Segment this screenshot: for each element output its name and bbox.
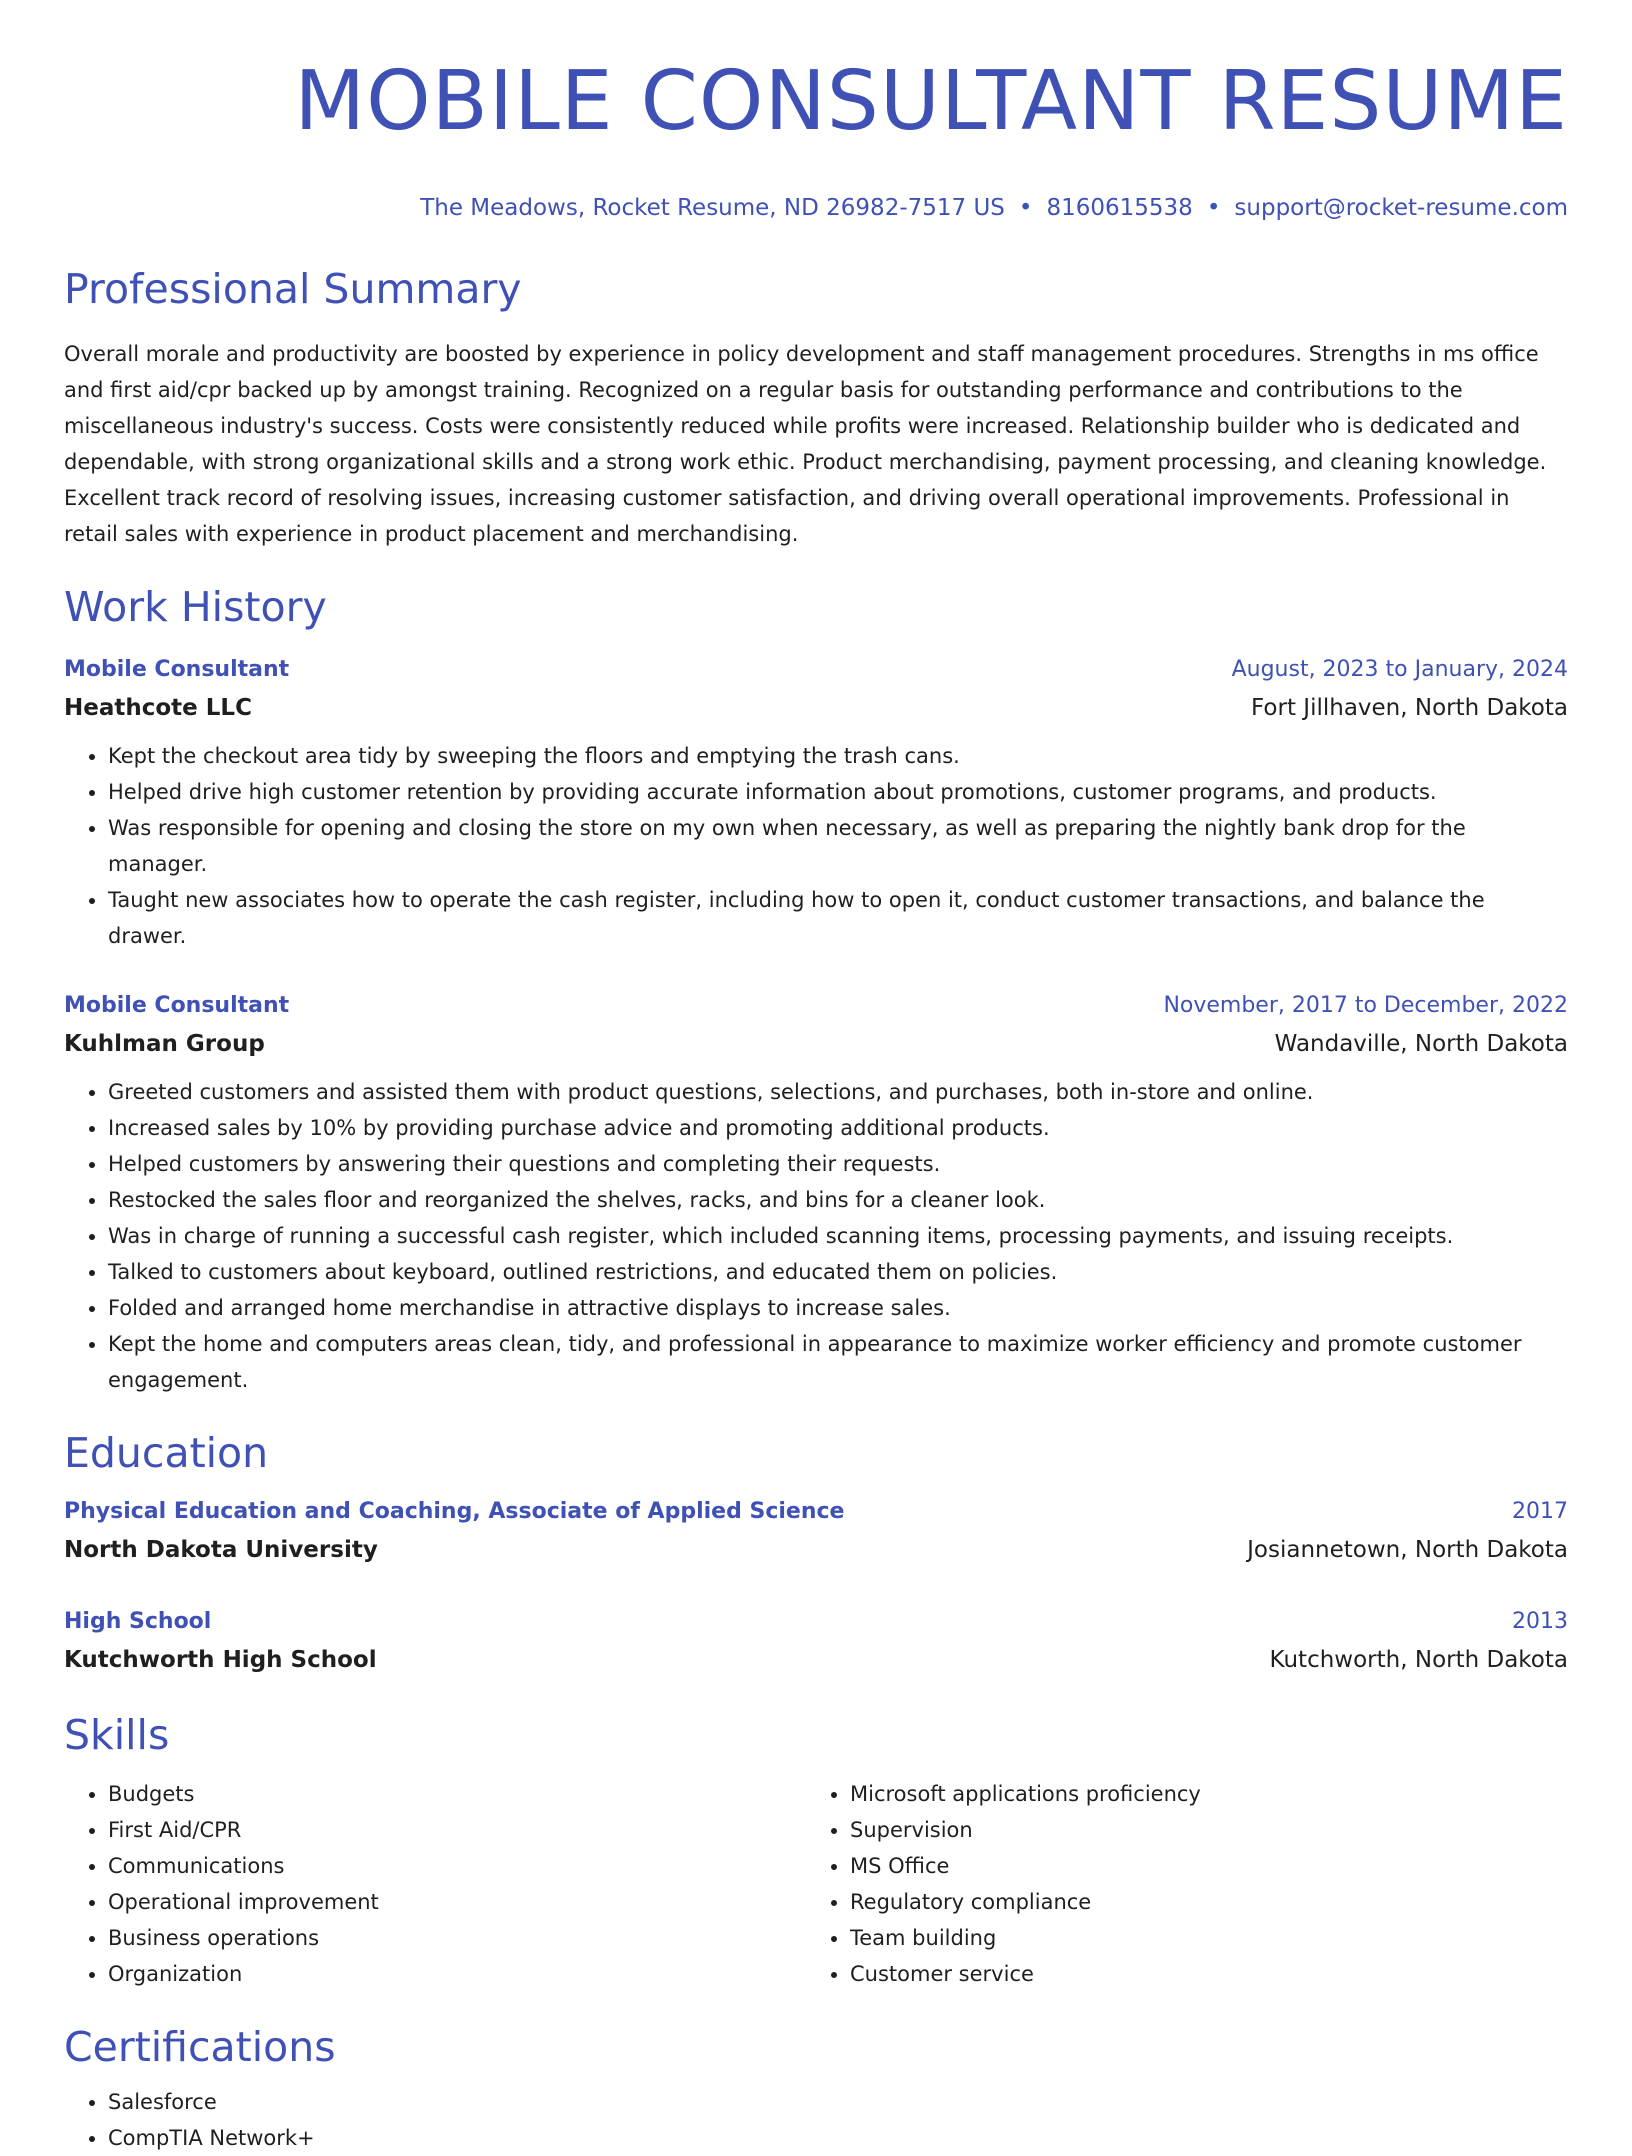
separator-dot: •: [1206, 195, 1221, 221]
summary-text: Overall morale and productivity are boosted by experience in policy development and staff management procedures. Strengths in ms office and first aid/cpr backed up by amongst training. Recognized on a regular basis for outstanding performance and contributions to the miscellaneous industry's success. Costs were consistently reduced while profits were increased. Relationship builder who is dedicated and dependable, with strong organizational skills and a strong work ethic. Product merchandising, payment processing, and cleaning knowledge. Excellent track record of resolving issues, increasing customer satisfaction, and driving overall operational improvements. Professional in retail sales with experience in product placement and merchandising.: [64, 342, 1547, 546]
skill-item: • Supervision: [850, 1812, 1548, 1848]
list-item: • Talked to customers about keyboard, outlined restrictions, and educated them on policies.: [108, 1254, 1568, 1290]
list-item: • Helped drive high customer retention by providing accurate information about promotions, customer programs, and products.: [108, 774, 1568, 810]
skills-list-left: [64, 1776, 806, 1992]
summary-heading: Professional Summary: [64, 265, 522, 313]
list-item: • Folded and arranged home merchandise in attractive displays to increase sales.: [108, 1290, 1568, 1326]
skill-item: • Regulatory compliance: [850, 1884, 1548, 1920]
education-entry: [64, 1494, 1568, 1570]
contact-email: support@rocket-resume.com: [1234, 195, 1568, 221]
skill-item: • Operational improvement: [108, 1884, 806, 1920]
list-item: • Taught new associates how to operate the cash register, including how to open it, conduct customer transactions, and balance the drawer.: [108, 882, 1568, 954]
list-item: • Kept the home and computers areas clean, tidy, and professional in appearance to maximize worker efficiency and promote customer engagement.: [108, 1326, 1568, 1398]
education-heading: Education: [64, 1429, 269, 1477]
job-bullets: [64, 738, 1568, 954]
skill-item: • Organization: [108, 1956, 806, 1992]
certification-item: • CompTIA Network+: [108, 2120, 1568, 2156]
list-item: • Helped customers by answering their questions and completing their requests.: [108, 1146, 1568, 1182]
skill-item: • Team building: [850, 1920, 1548, 1956]
education-location: Kutchworth, North Dakota: [1269, 1647, 1568, 1673]
list-item: • Restocked the sales floor and reorganized the shelves, racks, and bins for a cleaner look.: [108, 1182, 1568, 1218]
resume-page: [64, 0, 1568, 2156]
certification-item: • Salesforce: [108, 2084, 1568, 2120]
work-history-heading: Work History: [64, 583, 327, 631]
skills-heading: Skills: [64, 1711, 170, 1759]
job-location: Wandaville, North Dakota: [1274, 1031, 1568, 1057]
contact-line: [64, 192, 1568, 224]
education-location: Josiannetown, North Dakota: [1247, 1537, 1568, 1563]
skill-item: • Microsoft applications proficiency: [850, 1776, 1548, 1812]
skills-list-right: [806, 1776, 1548, 1992]
job-entry: [64, 652, 1568, 954]
skills-columns: [64, 1776, 1568, 1992]
education-degree: Physical Education and Coaching, Associate of Applied Science: [64, 1499, 845, 1524]
job-bullets: [64, 1074, 1568, 1398]
skill-item: • Customer service: [850, 1956, 1548, 1992]
certifications-list: [64, 2084, 1568, 2156]
certifications-heading: Certifications: [64, 2023, 336, 2071]
education-year: 2017: [1512, 1499, 1568, 1524]
job-dates: August, 2023 to January, 2024: [1231, 657, 1568, 682]
job-entry: [64, 988, 1568, 1398]
job-location: Fort Jillhaven, North Dakota: [1251, 695, 1568, 721]
separator-dot: •: [1018, 195, 1033, 221]
list-item: • Was responsible for opening and closing the store on my own when necessary, as well as preparing the nightly bank drop for the manager.: [108, 810, 1568, 882]
skill-item: • First Aid/CPR: [108, 1812, 806, 1848]
contact-phone: 8160615538: [1046, 195, 1193, 221]
job-role: Mobile Consultant: [64, 993, 290, 1018]
list-item: • Greeted customers and assisted them with product questions, selections, and purchases, both in-store and online.: [108, 1074, 1568, 1110]
education-year: 2013: [1512, 1609, 1568, 1634]
education-school: Kutchworth High School: [64, 1647, 377, 1673]
job-dates: November, 2017 to December, 2022: [1163, 993, 1568, 1018]
skill-item: • Communications: [108, 1848, 806, 1884]
list-item: • Kept the checkout area tidy by sweeping the floors and emptying the trash cans.: [108, 738, 1568, 774]
contact-address: The Meadows, Rocket Resume, ND 26982-7517 US: [420, 195, 1005, 221]
skill-item: • Business operations: [108, 1920, 806, 1956]
job-role: Mobile Consultant: [64, 657, 290, 682]
list-item: • Increased sales by 10% by providing purchase advice and promoting additional products.: [108, 1110, 1568, 1146]
resume-header: [64, 0, 1568, 224]
education-school: North Dakota University: [64, 1537, 378, 1563]
education-degree: High School: [64, 1609, 212, 1634]
job-company: Heathcote LLC: [64, 695, 252, 721]
skill-item: • MS Office: [850, 1848, 1548, 1884]
education-entry: [64, 1604, 1568, 1680]
job-company: Kuhlman Group: [64, 1031, 265, 1057]
resume-title: MOBILE CONSULTANT RESUME: [294, 54, 1568, 149]
list-item: • Was in charge of running a successful cash register, which included scanning items, processing payments, and issuing receipts.: [108, 1218, 1568, 1254]
skill-item: • Budgets: [108, 1776, 806, 1812]
